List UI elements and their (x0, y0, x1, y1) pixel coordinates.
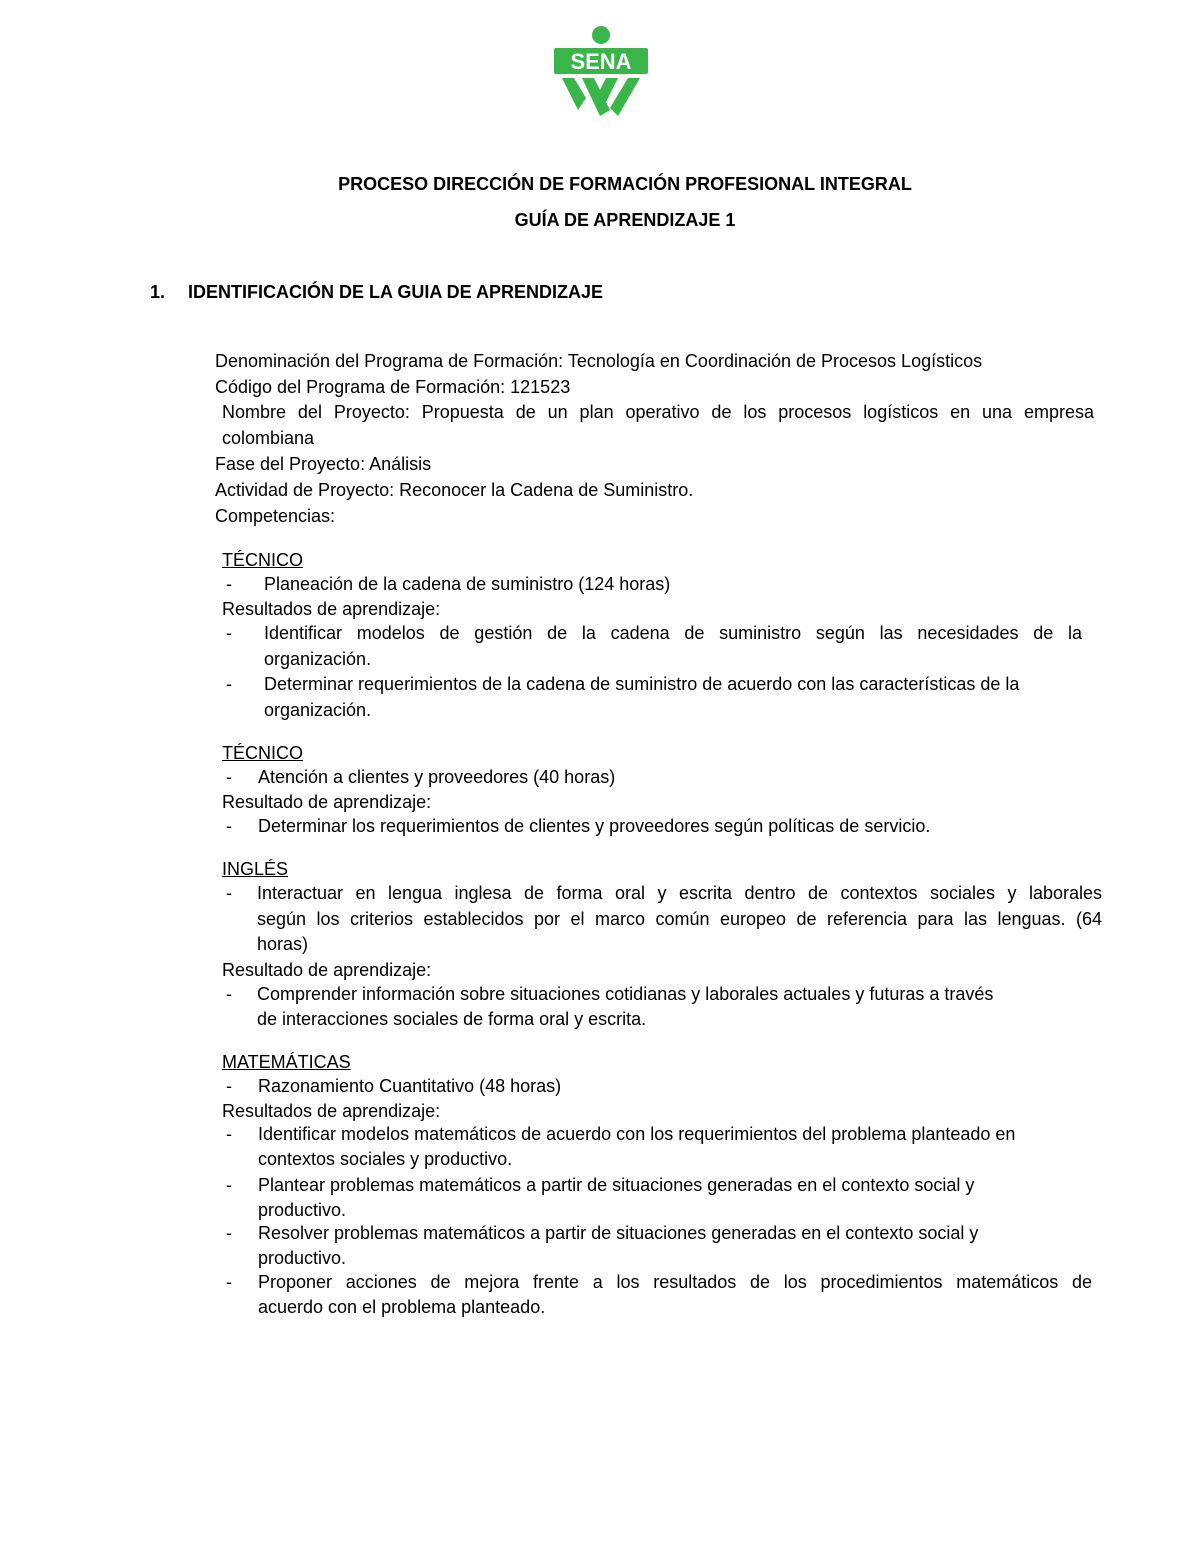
sena-logo-icon (552, 24, 650, 120)
comp4-r3-dash: - (226, 1223, 232, 1243)
comp3-competency-line2: según los criterios establecidos por el marco común europeo de referencia para las lenguas. (64 (257, 909, 1102, 929)
project-name-line1: Nombre del Proyecto: Propuesta de un plan operativo de los procesos logísticos en una empresa (222, 402, 1094, 422)
comp4-result2-line2: productivo. (258, 1200, 347, 1220)
comp2-competency: Atención a clientes y proveedores (40 horas) (258, 767, 616, 787)
program-code: Código del Programa de Formación: 121523 (215, 377, 571, 397)
section-title: IDENTIFICACIÓN DE LA GUIA DE APRENDIZAJE (188, 282, 604, 302)
comp4-r2-dash: - (226, 1175, 232, 1195)
comp1-competency: Planeación de la cadena de suministro (124 horas) (264, 574, 671, 594)
comp3-competency-line3: horas) (257, 934, 309, 954)
comp3-competency-line1: Interactuar en lengua inglesa de forma oral y escrita dentro de contextos sociales y laborales (257, 883, 1102, 903)
comp4-result2-line1: Plantear problemas matemáticos a partir de situaciones generadas en el contexto social y (258, 1175, 975, 1195)
comp2-r1-dash: - (226, 816, 232, 836)
sena-logo (552, 24, 650, 120)
comp2-results-label: Resultado de aprendizaje: (222, 792, 432, 812)
comp3-dash: - (226, 883, 232, 903)
document-title: PROCESO DIRECCIÓN DE FORMACIÓN PROFESIONAL INTEGRAL (338, 174, 912, 194)
comp1-r2-dash: - (226, 674, 232, 694)
comp4-results-label: Resultados de aprendizaje: (222, 1101, 441, 1121)
comp3-results-label: Resultado de aprendizaje: (222, 960, 432, 980)
comp4-result3-line1: Resolver problemas matemáticos a partir de situaciones generadas en el contexto social y (258, 1223, 979, 1243)
comp2-result1: Determinar los requerimientos de clientes y proveedores según políticas de servicio. (258, 816, 931, 836)
comp1-dash: - (226, 574, 232, 594)
comp1-result2-line2: organización. (264, 700, 372, 720)
comp2-area: TÉCNICO (222, 743, 303, 763)
competencies-label: Competencias: (215, 506, 336, 526)
comp4-result1-line1: Identificar modelos matemáticos de acuerdo con los requerimientos del problema planteado en (258, 1124, 1016, 1144)
project-name-line2: colombiana (222, 428, 315, 448)
comp4-result3-line2: productivo. (258, 1248, 347, 1268)
comp4-result4-line1: Proponer acciones de mejora frente a los resultados de los procedimientos matemáticos de (258, 1272, 1092, 1292)
comp3-result1-line1: Comprender información sobre situaciones cotidianas y laborales actuales y futuras a través (257, 984, 994, 1004)
comp3-r1-dash: - (226, 984, 232, 1004)
comp1-result1-line2: organización. (264, 649, 372, 669)
comp1-result2-line1: Determinar requerimientos de la cadena de suministro de acuerdo con las características de la (264, 674, 1020, 694)
comp1-r1-dash: - (226, 623, 232, 643)
comp2-dash: - (226, 767, 232, 787)
comp1-area: TÉCNICO (222, 550, 303, 570)
comp4-dash: - (226, 1076, 232, 1096)
section-heading (150, 282, 603, 303)
comp1-result1-line1: Identificar modelos de gestión de la cadena de suministro según las necesidades de la (264, 623, 1082, 643)
comp1-results-label: Resultados de aprendizaje: (222, 599, 441, 619)
comp4-result4-line2: acuerdo con el problema planteado. (258, 1297, 546, 1317)
project-activity: Actividad de Proyecto: Reconocer la Cadena de Suministro. (215, 480, 694, 500)
comp4-r4-dash: - (226, 1272, 232, 1292)
comp3-result1-line2: de interacciones sociales de forma oral y escrita. (257, 1009, 647, 1029)
comp4-competency: Razonamiento Cuantitativo (48 horas) (258, 1076, 562, 1096)
comp4-result1-line2: contextos sociales y productivo. (258, 1149, 513, 1169)
section-number: 1. (150, 282, 166, 302)
project-phase: Fase del Proyecto: Análisis (215, 454, 432, 474)
comp4-r1-dash: - (226, 1124, 232, 1144)
comp3-area: INGLÉS (222, 859, 289, 879)
program-name: Denominación del Programa de Formación: Tecnología en Coordinación de Procesos Logísticos (215, 351, 983, 371)
logo-text: SENA (570, 49, 632, 74)
comp4-area: MATEMÁTICAS (222, 1052, 351, 1072)
guide-title: GUÍA DE APRENDIZAJE 1 (514, 210, 736, 230)
